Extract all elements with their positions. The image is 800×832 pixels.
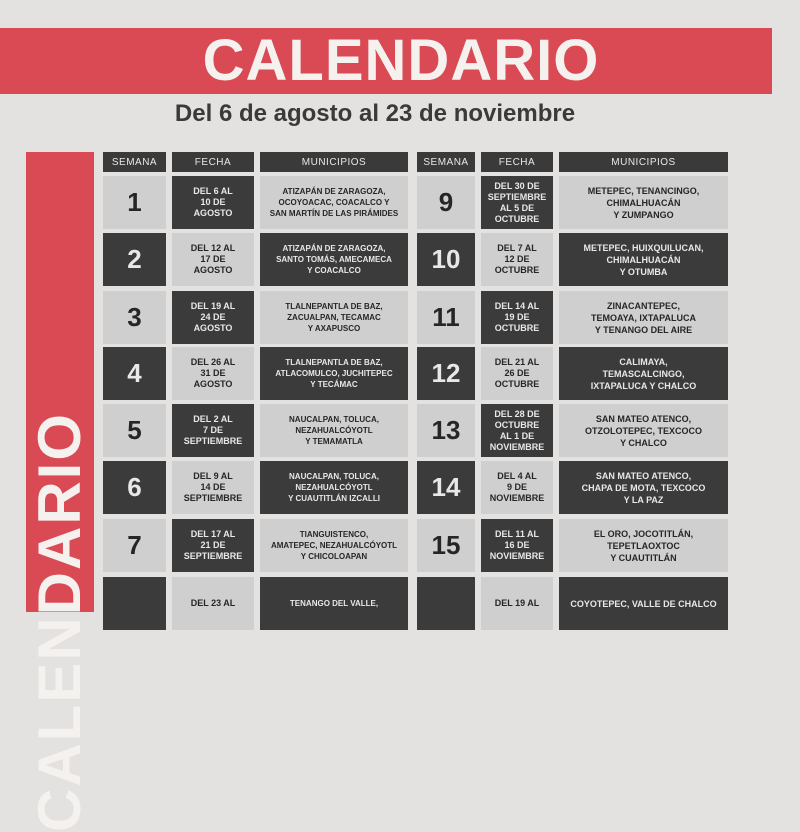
date-range-subtitle: Del 6 de agosto al 23 de noviembre [174,100,576,127]
left-row-7-mun: TIANGUISTENCO, AMATEPEC, NEZAHUALCÓYOTL Y CHICOLOAPAN [260,519,408,572]
left-row-7-semana: 7 [103,519,166,572]
right-row-6-mun: SAN MATEO ATENCO, CHAPA DE MOTA, TEXCOCO Y LA PAZ [559,461,728,514]
right-row-4-fecha: DEL 21 AL 26 DE OCTUBRE [481,347,553,400]
left-row-2-fecha: DEL 12 AL 17 DE AGOSTO [172,233,254,286]
left-row-6-fecha: DEL 9 AL 14 DE SEPTIEMBRE [172,461,254,514]
right-row-2-fecha: DEL 7 AL 12 DE OCTUBRE [481,233,553,286]
right-row-8-fecha: DEL 19 AL [481,577,553,630]
left-row-8-mun: TENANGO DEL VALLE, [260,577,408,630]
header-semana-right: SEMANA [417,152,475,172]
right-row-3-semana: 11 [417,291,475,344]
left-row-5-semana: 5 [103,404,166,457]
left-row-6-semana: 6 [103,461,166,514]
left-row-4-mun: TLALNEPANTLA DE BAZ, ATLACOMULCO, JUCHITEPEC Y TECÁMAC [260,347,408,400]
left-row-3-mun: TLALNEPANTLA DE BAZ, ZACUALPAN, TECAMAC Y AXAPUSCO [260,291,408,344]
side-band [26,152,94,832]
left-row-8-fecha: DEL 23 AL [172,577,254,630]
left-row-3-semana: 3 [103,291,166,344]
right-row-2-mun: METEPEC, HUIXQUILUCAN, CHIMALHUACÁN Y OTUMBA [559,233,728,286]
right-row-5-semana: 13 [417,404,475,457]
left-row-3-fecha: DEL 19 AL 24 DE AGOSTO [172,291,254,344]
right-row-1-fecha: DEL 30 DE SEPTIEMBRE AL 5 DE OCTUBRE [481,176,553,229]
header-fecha-right: FECHA [481,152,553,172]
right-row-3-fecha: DEL 14 AL 19 DE OCTUBRE [481,291,553,344]
header-municipios-left: MUNICIPIOS [260,152,408,172]
right-row-7-semana: 15 [417,519,475,572]
header-fecha-left: FECHA [172,152,254,172]
right-row-4-semana: 12 [417,347,475,400]
right-row-1-mun: METEPEC, TENANCINGO, CHIMALHUACÁN Y ZUMPANGO [559,176,728,229]
left-row-7-fecha: DEL 17 AL 21 DE SEPTIEMBRE [172,519,254,572]
right-row-8-semana [417,577,475,630]
right-row-6-fecha: DEL 4 AL 9 DE NOVIEMBRE [481,461,553,514]
right-row-2-semana: 10 [417,233,475,286]
right-row-5-mun: SAN MATEO ATENCO, OTZOLOTEPEC, TEXCOCO Y CHALCO [559,404,728,457]
side-label: CALENDARIO [26,412,93,832]
right-row-6-semana: 14 [417,461,475,514]
left-row-5-fecha: DEL 2 AL 7 DE SEPTIEMBRE [172,404,254,457]
right-row-5-fecha: DEL 28 DE OCTUBRE AL 1 DE NOVIEMBRE [481,404,553,457]
right-row-7-fecha: DEL 11 AL 16 DE NOVIEMBRE [481,519,553,572]
right-row-7-mun: EL ORO, JOCOTITLÁN, TEPETLAOXTOC Y CUAUTITLÁN [559,519,728,572]
banner-title: CALENDARIO [202,28,600,93]
left-row-8-semana [103,577,166,630]
right-row-4-mun: CALIMAYA, TEMASCALCINGO, IXTAPALUCA Y CHALCO [559,347,728,400]
right-row-8-mun: COYOTEPEC, VALLE DE CHALCO [559,577,728,630]
right-row-1-semana: 9 [417,176,475,229]
title-banner [0,28,772,94]
left-row-1-fecha: DEL 6 AL 10 DE AGOSTO [172,176,254,229]
left-row-1-semana: 1 [103,176,166,229]
left-row-4-fecha: DEL 26 AL 31 DE AGOSTO [172,347,254,400]
left-row-5-mun: NAUCALPAN, TOLUCA, NEZAHUALCÓYOTL Y TEMAMATLA [260,404,408,457]
header-semana-left: SEMANA [103,152,166,172]
header-municipios-right: MUNICIPIOS [559,152,728,172]
right-row-3-mun: ZINACANTEPEC, TEMOAYA, IXTAPALUCA Y TENANGO DEL AIRE [559,291,728,344]
left-row-4-semana: 4 [103,347,166,400]
left-row-2-mun: ATIZAPÁN DE ZARAGOZA, SANTO TOMÁS, AMECAMECA Y COACALCO [260,233,408,286]
left-row-6-mun: NAUCALPAN, TOLUCA, NEZAHUALCÓYOTL Y CUAUTITLÁN IZCALLI [260,461,408,514]
left-row-1-mun: ATIZAPÁN DE ZARAGOZA, OCOYOACAC, COACALCO Y SAN MARTÍN DE LAS PIRÁMIDES [260,176,408,229]
left-row-2-semana: 2 [103,233,166,286]
